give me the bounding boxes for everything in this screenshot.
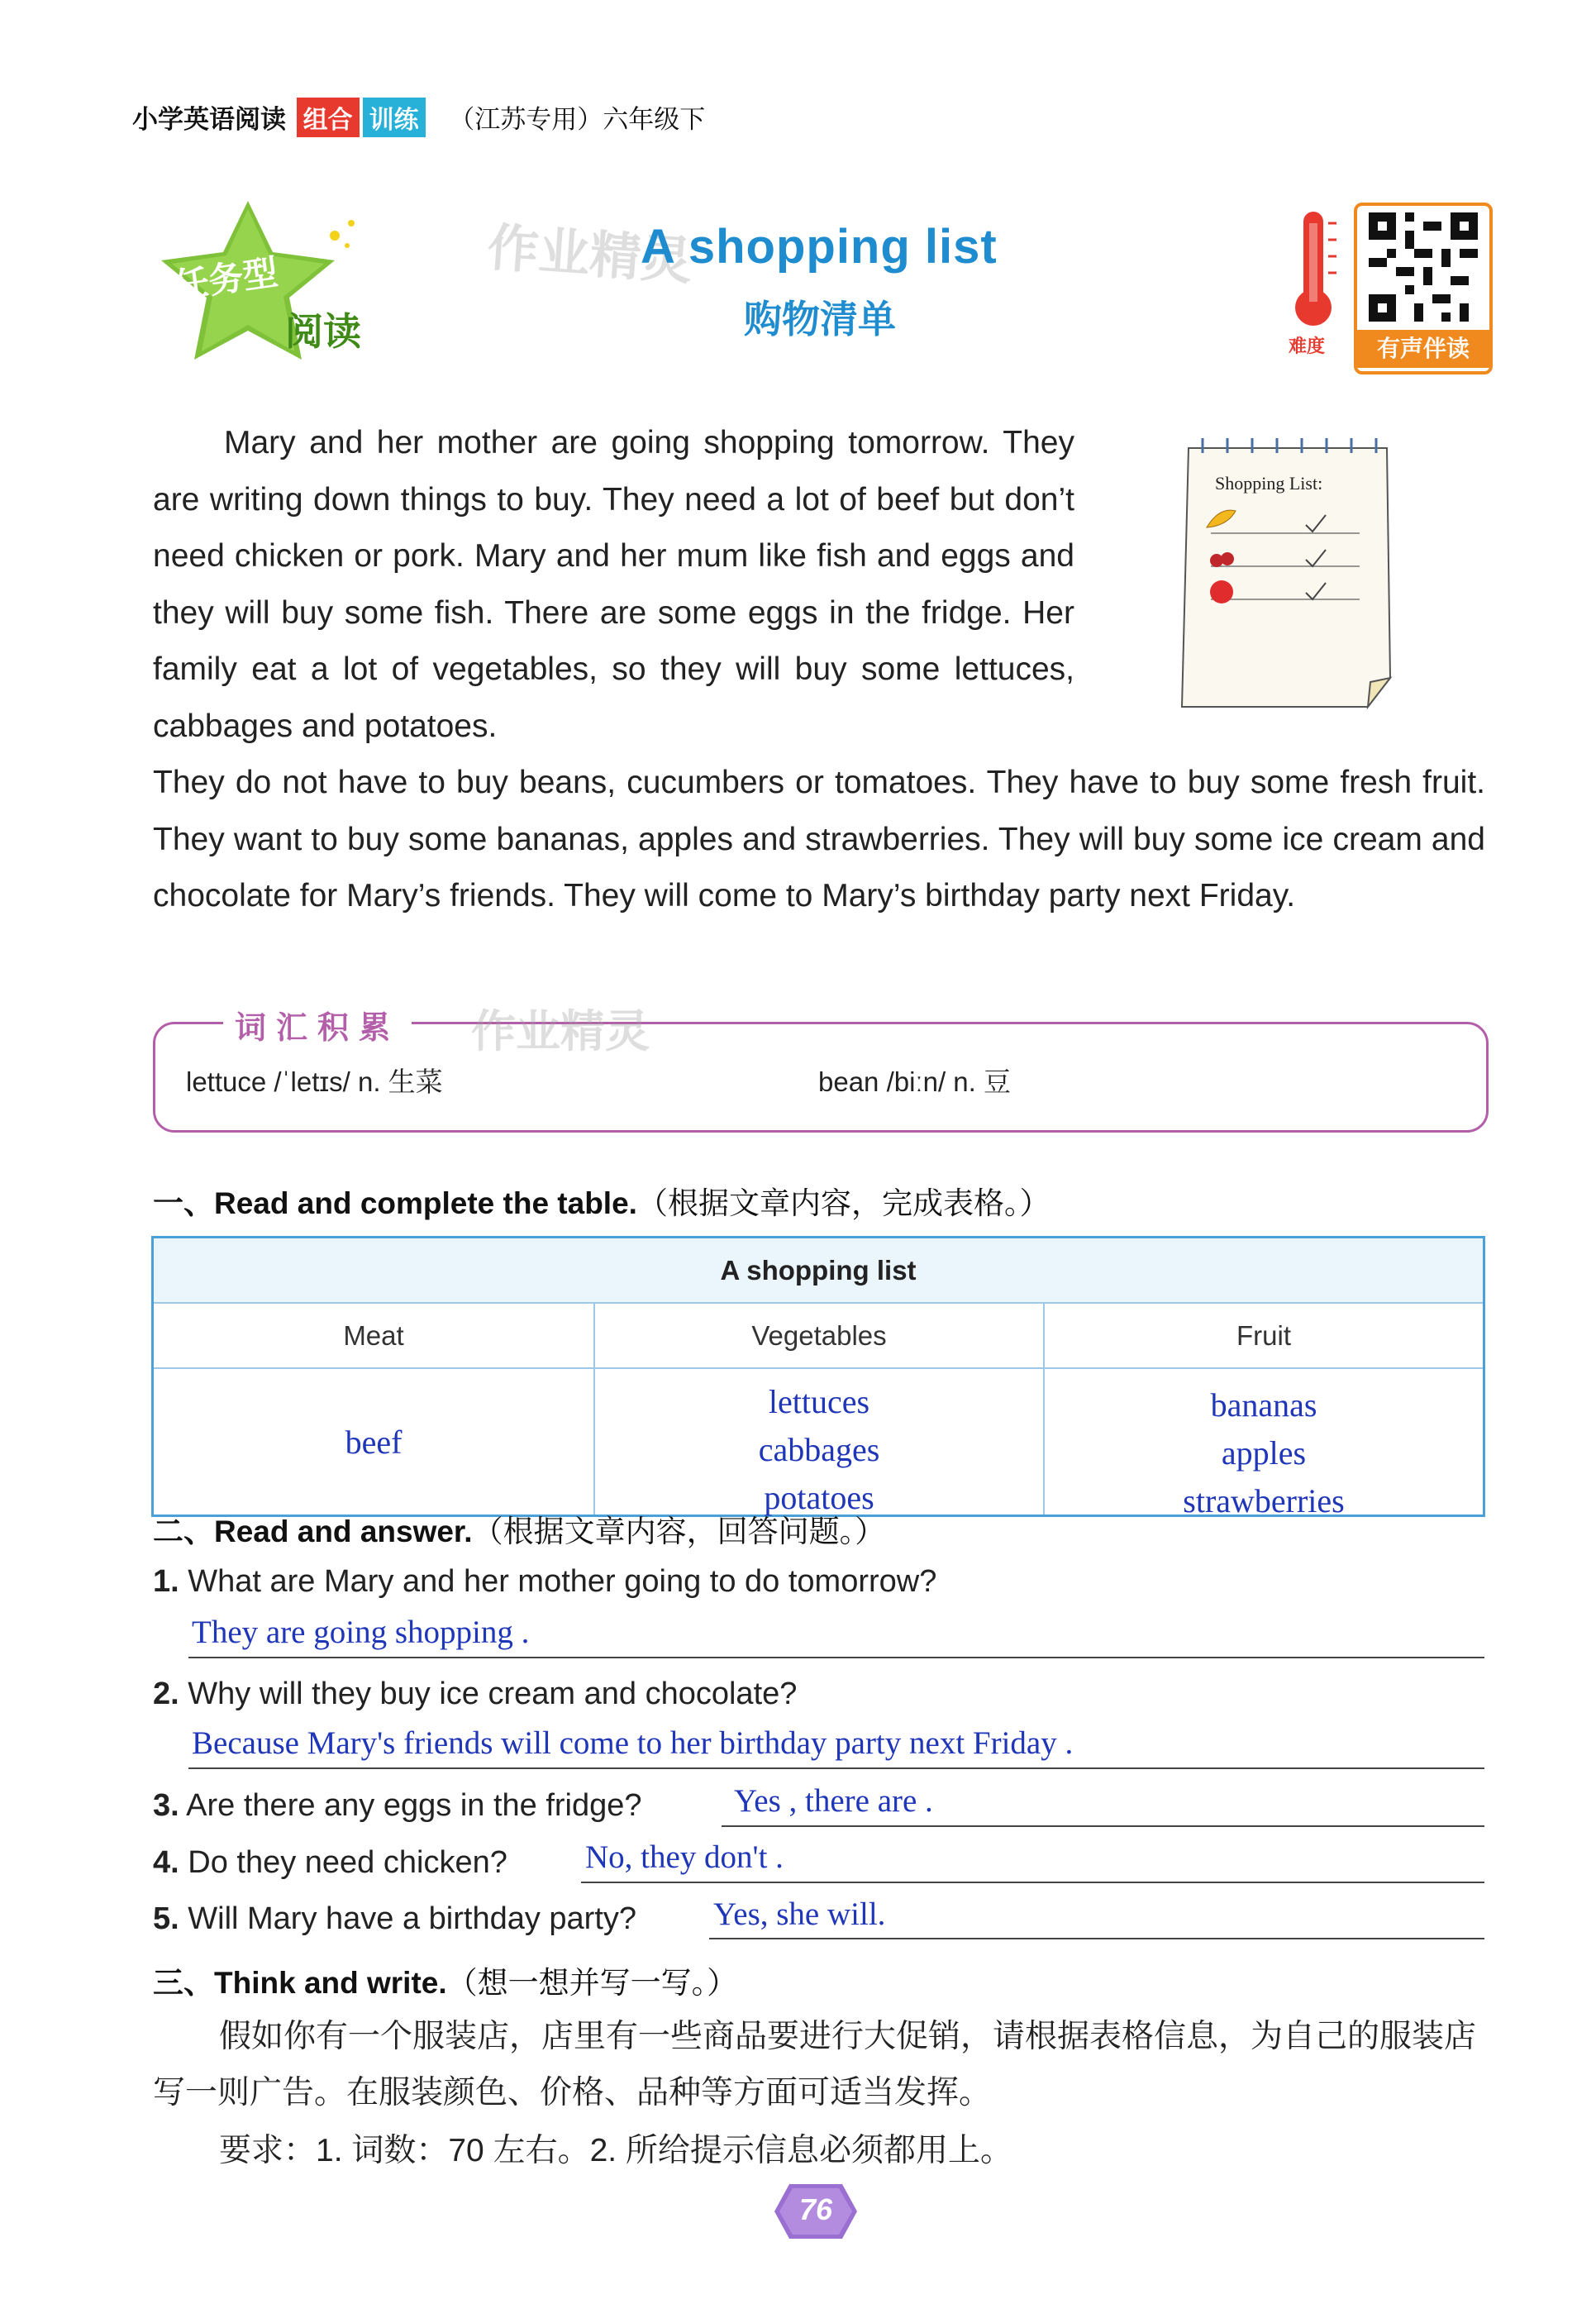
shopping-list-illustration xyxy=(1174,430,1405,719)
question-3 xyxy=(153,1788,642,1824)
difficulty-indicator xyxy=(1285,207,1343,360)
vocabulary-title: 词汇积累 xyxy=(223,1002,412,1047)
badge-line1: 任务型 xyxy=(171,252,281,306)
vegetable-answer-1: lettuces xyxy=(768,1383,870,1420)
badge-line2: 阅读 xyxy=(285,310,361,353)
writing-task-requirements: 要求：1. 词数：70 左右。2. 所给提示信息必须都用上。 xyxy=(219,2133,1012,2168)
section1-cn: （根据文章内容，完成表格。） xyxy=(636,1186,1051,1220)
section1-num: 一、 xyxy=(153,1186,214,1220)
question-3-text: Are there any eggs in the fridge? xyxy=(186,1788,642,1823)
passage-part1: Mary and her mother are going shopping tomorrow. They are writing down things to buy. They need a lot of beef but don’t need chicken or pork. Mary and her mum like fish and eggs and they will buy some fish. There are some eggs in the fridge. Her family eat a lot of vegetables, so they will buy some lettuces, cabbages and potatoes. xyxy=(153,425,1074,744)
question-5-text: Will Mary have a birthday party? xyxy=(188,1901,637,1936)
fruit-answer-1: bananas xyxy=(1210,1386,1317,1424)
vocab-item-lettuce: lettuce /ˈletɪs/ n. 生菜 xyxy=(186,1066,443,1097)
answer-4: No, they don't . xyxy=(585,1839,784,1875)
page-number-badge xyxy=(773,2182,859,2240)
section1-title: Read and complete the table. xyxy=(214,1186,637,1220)
question-2-text: Why will they buy ice cream and chocolate? xyxy=(188,1677,798,1711)
section3-title: Think and write. xyxy=(214,1966,447,2000)
audio-label: 有声伴读 xyxy=(1357,330,1489,368)
answer-3: Yes , there are . xyxy=(734,1783,933,1819)
section3-heading xyxy=(153,1958,737,2002)
answer-5: Yes, she will. xyxy=(713,1896,886,1932)
table-cell-vegetables xyxy=(594,1368,1044,1516)
table-header-meat: Meat xyxy=(153,1303,595,1368)
question-4-num: 4. xyxy=(153,1845,179,1880)
passage-part2: They do not have to buy beans, cucumbers or tomatoes. They have to buy some fresh fruit. They want to buy some bananas, apples and strawberries. They will buy some ice cream and chocolate for Mary’s friends. They will come to Mary’s birthday party next Friday. xyxy=(153,765,1485,913)
vegetable-answer-3: potatoes xyxy=(764,1479,874,1516)
question-2 xyxy=(153,1677,797,1712)
fruit-answer-2: apples xyxy=(1221,1434,1307,1472)
table-cell-meat xyxy=(153,1368,595,1516)
shopping-list-table xyxy=(151,1236,1485,1517)
title-chinese: 购物清单 xyxy=(744,298,896,341)
answer-1: They are going shopping . xyxy=(192,1615,530,1650)
section2-heading xyxy=(153,1506,885,1551)
answer-line-3 xyxy=(722,1825,1484,1827)
header-title-prefix: 小学英语阅读 xyxy=(132,105,286,134)
question-1-text: What are Mary and her mother going to do tomorrow? xyxy=(188,1564,937,1599)
question-1-num: 1. xyxy=(153,1564,179,1599)
vocab-item-bean: bean /biːn/ n. 豆 xyxy=(818,1066,1011,1097)
vegetable-answer-2: cabbages xyxy=(758,1431,880,1468)
page-number: 76 xyxy=(798,2192,833,2226)
difficulty-label: 难度 xyxy=(1289,336,1326,356)
question-5 xyxy=(153,1901,636,1937)
answer-2: Because Mary's friends will come to her birthday party next Friday . xyxy=(192,1725,1074,1761)
table-header-fruit: Fruit xyxy=(1044,1303,1484,1368)
answer-line-2 xyxy=(188,1767,1484,1769)
qr-code-icon xyxy=(1369,212,1478,322)
question-4-text: Do they need chicken? xyxy=(188,1845,507,1880)
book-header xyxy=(132,98,705,137)
section3-cn: （想一想并写一写。） xyxy=(446,1966,738,2000)
fruit-answer-3: strawberries xyxy=(1183,1482,1345,1519)
header-title-suffix: （江苏专用）六年级下 xyxy=(449,105,706,134)
section3-num: 三、 xyxy=(153,1966,214,2000)
notepad-title: Shopping List: xyxy=(1215,473,1323,494)
section2-title: Read and answer. xyxy=(214,1515,473,1548)
answer-line-1 xyxy=(188,1657,1484,1658)
watermark-vocab: 作业精灵 xyxy=(471,1007,650,1057)
question-4 xyxy=(153,1845,507,1881)
answer-line-4 xyxy=(581,1882,1484,1883)
question-5-num: 5. xyxy=(153,1901,179,1936)
table-header-vegetables: Vegetables xyxy=(594,1303,1044,1368)
audio-qr-box[interactable] xyxy=(1354,203,1493,374)
watermark-top: 作业精灵 xyxy=(485,219,694,291)
section2-cn: （根据文章内容，回答问题。） xyxy=(472,1515,886,1548)
header-tag-combo: 组合 xyxy=(297,98,360,137)
table-title: A shopping list xyxy=(153,1238,1484,1304)
question-1 xyxy=(153,1564,936,1600)
task-reading-badge xyxy=(149,194,397,368)
thermometer-icon xyxy=(1285,207,1343,331)
meat-answer: beef xyxy=(345,1423,403,1461)
header-tag-training: 训练 xyxy=(363,98,426,137)
section2-num: 二、 xyxy=(153,1515,214,1548)
answer-line-5 xyxy=(709,1938,1484,1939)
title-english: A shopping list xyxy=(641,220,998,274)
question-3-num: 3. xyxy=(153,1788,179,1823)
writing-task-description: 假如你有一个服装店，店里有一些商品要进行大促销，请根据表格信息，为自己的服装店写一则广告。在服装颜色、价格、品种等方面可适当发挥。 xyxy=(153,2019,1477,2111)
table-cell-fruit xyxy=(1044,1368,1484,1519)
section1-heading xyxy=(153,1178,1050,1223)
question-2-num: 2. xyxy=(153,1677,179,1711)
